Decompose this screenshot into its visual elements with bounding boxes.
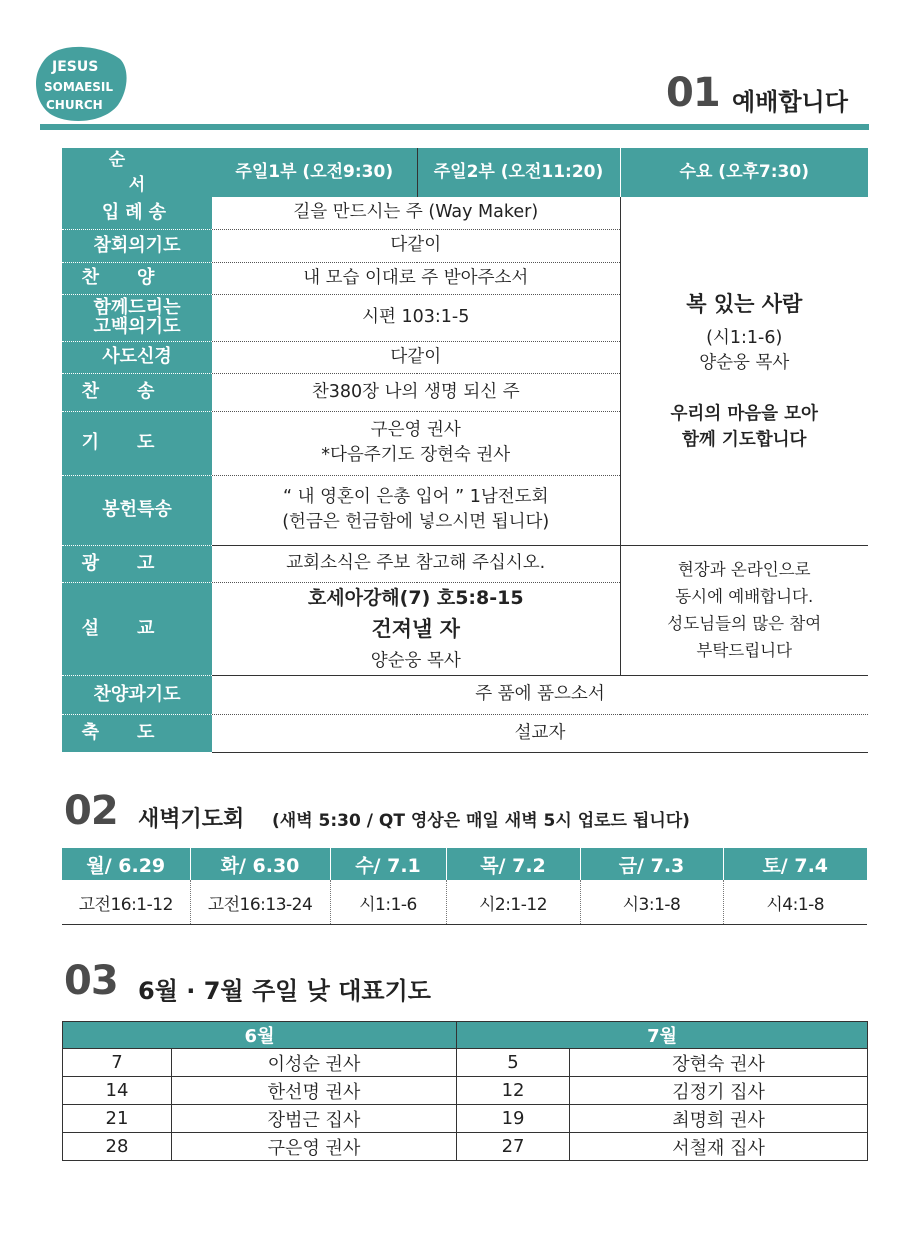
month-header-row [63,1022,868,1049]
june-leader: 구은영 권사 [172,1133,457,1161]
dawn-passage: 시3:1-8 [580,880,723,925]
notice-line-4: 부탁드립니다 [696,641,793,661]
dawn-day-row [62,848,867,880]
label-apostles-creed: 사도신경 [62,341,212,373]
hymn-text: 찬380장 나의 생명 되신 주 [212,373,620,411]
announcement-text: 교회소식은 주보 참고해 주십시오. [212,545,620,582]
july-header: 7월 [457,1022,868,1049]
wednesday-prayer-line-1: 우리의 마음을 모아 [670,404,818,425]
june-leader: 장범근 집사 [172,1105,457,1133]
dawn-passage: 고전16:13-24 [190,880,330,925]
worship-row [62,714,868,752]
dawn-day: 금/ 7.3 [580,848,723,880]
dawn-passage: 고전16:1-12 [62,880,190,925]
dawn-day: 화/ 6.30 [190,848,330,880]
section-1-title: 예배합니다 [732,88,848,116]
prayer-schedule-row [63,1133,868,1161]
dawn-day: 토/ 7.4 [723,848,867,880]
dawn-day: 수/ 7.1 [330,848,446,880]
june-header: 6월 [63,1022,457,1049]
benediction-text: 설교자 [212,714,868,752]
prayer-leader: 구은영 권사 [370,419,461,440]
worship-header-row [62,148,868,197]
july-leader: 김정기 집사 [570,1077,868,1105]
worship-row [62,545,868,582]
label-announcement: 광고 [62,545,212,582]
dawn-passage: 시2:1-12 [446,880,580,925]
wednesday-sermon-title: 복 있는 사람 [686,292,803,317]
label-sermon: 설교 [62,582,212,675]
sermon-preacher: 양순웅 목사 [370,650,461,671]
label-praise-and-prayer: 찬양과기도 [62,675,212,714]
church-logo [34,45,130,125]
praise-text: 내 모습 이대로 주 받아주소서 [212,262,620,294]
entrance-hymn-text: 길을 만드시는 주 (Way Maker) [212,197,620,229]
apostles-creed-text: 다같이 [212,341,620,373]
june-leader: 한선명 권사 [172,1077,457,1105]
dawn-day: 목/ 7.2 [446,848,580,880]
dawn-passage: 시4:1-8 [723,880,867,925]
logo-line-3: CHURCH [46,98,103,112]
july-date: 27 [457,1133,570,1161]
sermon-title: 건져낼 자 [371,617,460,642]
sermon-scripture: 호세아강해(7) 호5:8-15 [307,586,524,609]
label-benediction: 축도 [62,714,212,752]
label-confession-prayer: 함께드리는 고백의기도 [62,294,212,341]
label-praise: 찬양 [62,262,212,294]
june-date: 14 [63,1077,172,1105]
section-1-number: 01 [666,70,720,116]
offering-song-line-2: (헌금은 헌금함에 넣으시면 됩니다) [282,512,550,533]
sermon-text [212,582,620,675]
section-2-number: 02 [64,788,118,834]
section-3-number: 03 [64,958,118,1004]
prayer-schedule-row [63,1105,868,1133]
notice-line-1: 현장과 온라인으로 [677,559,811,579]
july-date: 5 [457,1049,570,1077]
notice-line-3: 성도님들의 많은 참여 [667,614,822,634]
june-date: 21 [63,1105,172,1133]
label-prayer: 기도 [62,411,212,475]
dawn-passage: 시1:1-6 [330,880,446,925]
logo-line-1: JESUS [52,59,99,75]
repentance-prayer-text: 다같이 [212,229,620,262]
section-2-subtitle: (새벽 5:30 / QT 영상은 매일 새벽 5시 업로드 됩니다) [272,811,690,831]
notice-line-2: 동시에 예배합니다. [675,587,814,607]
prayer-schedule-row [63,1049,868,1077]
worship-row [62,197,868,229]
representative-prayer-table [62,1021,868,1161]
offering-song-text [212,475,620,545]
worship-order-table [62,148,868,753]
july-date: 19 [457,1105,570,1133]
logo-line-2: SOMAESIL [44,80,114,94]
header-sunday-2: 주일2부 (오전11:20) [417,148,620,197]
dawn-day: 월/ 6.29 [62,848,190,880]
wednesday-prayer-line-2: 함께 기도합니다 [682,429,807,450]
header-sunday-1: 주일1부 (오전9:30) [212,148,417,197]
dawn-passage-row [62,880,867,925]
label-repentance-prayer: 참회의기도 [62,229,212,262]
june-date: 7 [63,1049,172,1077]
prayer-schedule-row [63,1077,868,1105]
wednesday-scripture: (시1:1-6) [706,327,783,348]
wednesday-service-info [620,197,868,545]
july-date: 12 [457,1077,570,1105]
label-hymn: 찬송 [62,373,212,411]
worship-row [62,675,868,714]
next-prayer-leader: *다음주기도 장현숙 권사 [321,445,511,466]
june-leader: 이성순 권사 [172,1049,457,1077]
confession-prayer-text: 시편 103:1-5 [212,294,620,341]
offering-song-line-1: “ 내 영혼이 은총 입어 ” 1남전도회 [282,486,549,507]
wednesday-preacher: 양순웅 목사 [699,352,790,373]
section-2-title: 새벽기도회 [138,807,245,832]
wednesday-notice [620,545,868,675]
dawn-prayer-table [62,848,867,925]
label-offering-song: 봉헌특송 [62,475,212,545]
header-order: 순 서 [62,148,212,197]
section-1-divider [40,124,869,130]
july-leader: 서철재 집사 [570,1133,868,1161]
section-3-title: 6월 · 7월 주일 낮 대표기도 [138,977,431,1005]
june-date: 28 [63,1133,172,1161]
praise-and-prayer-text: 주 품에 품으소서 [212,675,868,714]
label-entrance-hymn: 입례송 [62,197,212,229]
july-leader: 최명희 권사 [570,1105,868,1133]
july-leader: 장현숙 권사 [570,1049,868,1077]
header-wednesday: 수요 (오후7:30) [620,148,868,197]
prayer-text [212,411,620,475]
